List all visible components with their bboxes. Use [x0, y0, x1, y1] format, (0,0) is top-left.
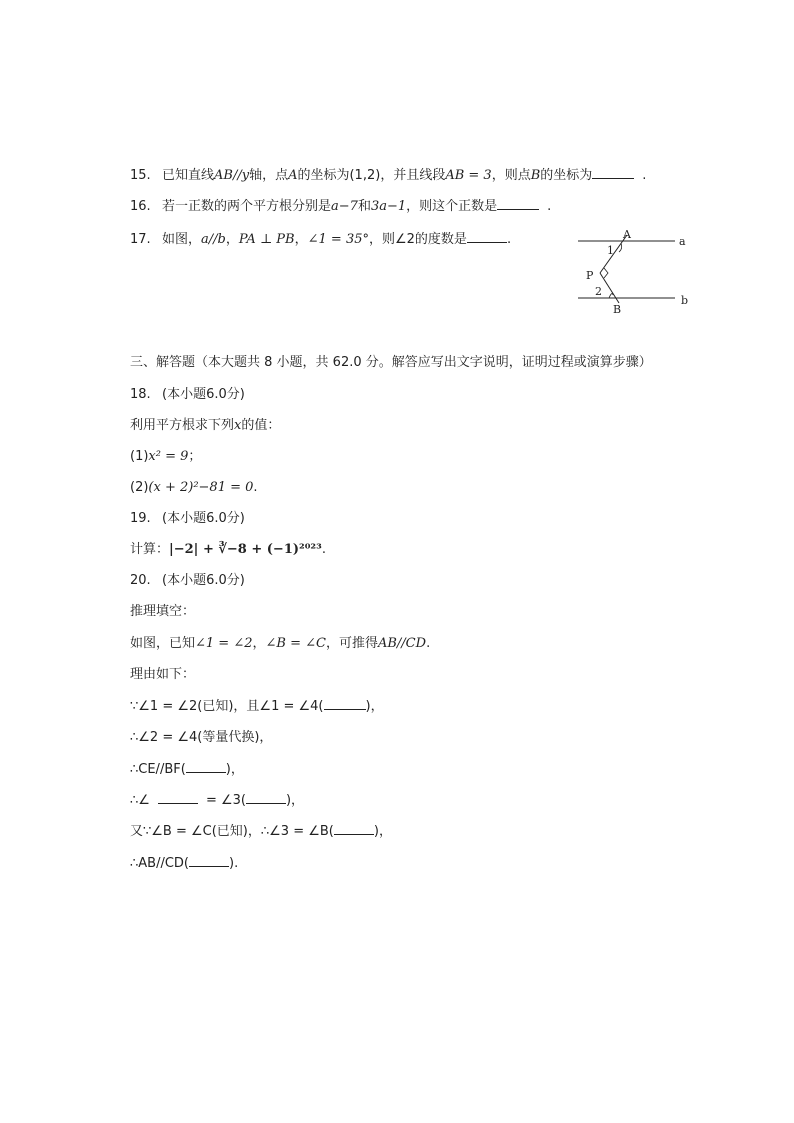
- label-b: b: [681, 294, 689, 307]
- label-a: a: [679, 235, 686, 248]
- answer-blank: [189, 854, 229, 867]
- question-20-given: 如图，已知∠1 = ∠2，∠B = ∠C，可推得AB//CD.: [130, 636, 431, 651]
- answer-blank: [158, 791, 198, 804]
- proof-line-1: ∵∠1 = ∠2(已知)，且∠1 = ∠4( )，: [130, 699, 384, 714]
- answer-blank: [186, 760, 226, 773]
- question-18-part-1: (1)x² = 9；: [130, 449, 202, 464]
- answer-blank: [334, 822, 374, 835]
- label-A: A: [623, 228, 631, 241]
- question-19-expression: 计算：|−2| + ∛−8 + (−1)²⁰²³.: [130, 542, 326, 557]
- question-20-header: 20. (本小题6.0分): [130, 573, 245, 588]
- question-number: 17.: [130, 232, 151, 247]
- answer-blank: [324, 697, 366, 710]
- question-number: 19.: [130, 511, 151, 526]
- proof-line-3: ∴CE//BF( )，: [130, 762, 244, 777]
- question-18-prompt: 利用平方根求下列x的值：: [130, 418, 281, 433]
- answer-blank: [246, 791, 286, 804]
- question-18-part-2: (2)(x + 2)²−81 = 0.: [130, 480, 258, 495]
- label-B: B: [613, 303, 622, 316]
- answer-blank: [467, 230, 507, 243]
- question-19-header: 19. (本小题6.0分): [130, 511, 245, 526]
- question-number: 20.: [130, 573, 151, 588]
- answer-blank: [497, 197, 539, 210]
- section-title: 三、解答题（本大题共 8 小题，共 62.0 分。解答应写出文字说明，证明过程或演算步骤）: [130, 355, 652, 370]
- question-20-title: 推理填空：: [130, 604, 196, 619]
- proof-line-6: ∴AB//CD( ).: [130, 856, 239, 871]
- proof-line-2: ∴∠2 = ∠4(等量代换)，: [130, 730, 273, 745]
- parallel-lines-figure: [575, 227, 695, 319]
- angle-2-arc: [609, 294, 613, 298]
- right-angle-mark: [604, 268, 608, 278]
- question-number: 15.: [130, 168, 151, 183]
- proof-line-4: ∴∠ = ∠3( )，: [130, 793, 305, 808]
- question-20-reason-label: 理由如下：: [130, 667, 196, 682]
- proof-line-5: 又∵∠B = ∠C(已知)，∴∠3 = ∠B( )，: [130, 824, 392, 839]
- answer-blank: [592, 166, 634, 179]
- question-number: 16.: [130, 199, 151, 214]
- label-2: 2: [595, 285, 602, 298]
- question-15: 15. 已知直线AB//y轴，点A的坐标为(1,2)，并且线段AB = 3，则点B的坐标为 .: [130, 168, 647, 183]
- question-number: 18.: [130, 387, 151, 402]
- label-P: P: [586, 269, 594, 282]
- label-1: 1: [607, 244, 614, 257]
- question-17: 17. 如图，a//b，PA ⊥ PB，∠1 = 35°，则∠2的度数是 .: [130, 232, 512, 247]
- question-18-header: 18. (本小题6.0分): [130, 387, 245, 402]
- question-16: 16. 若一正数的两个平方根分别是a−7和3a−1，则这个正数是 .: [130, 199, 552, 214]
